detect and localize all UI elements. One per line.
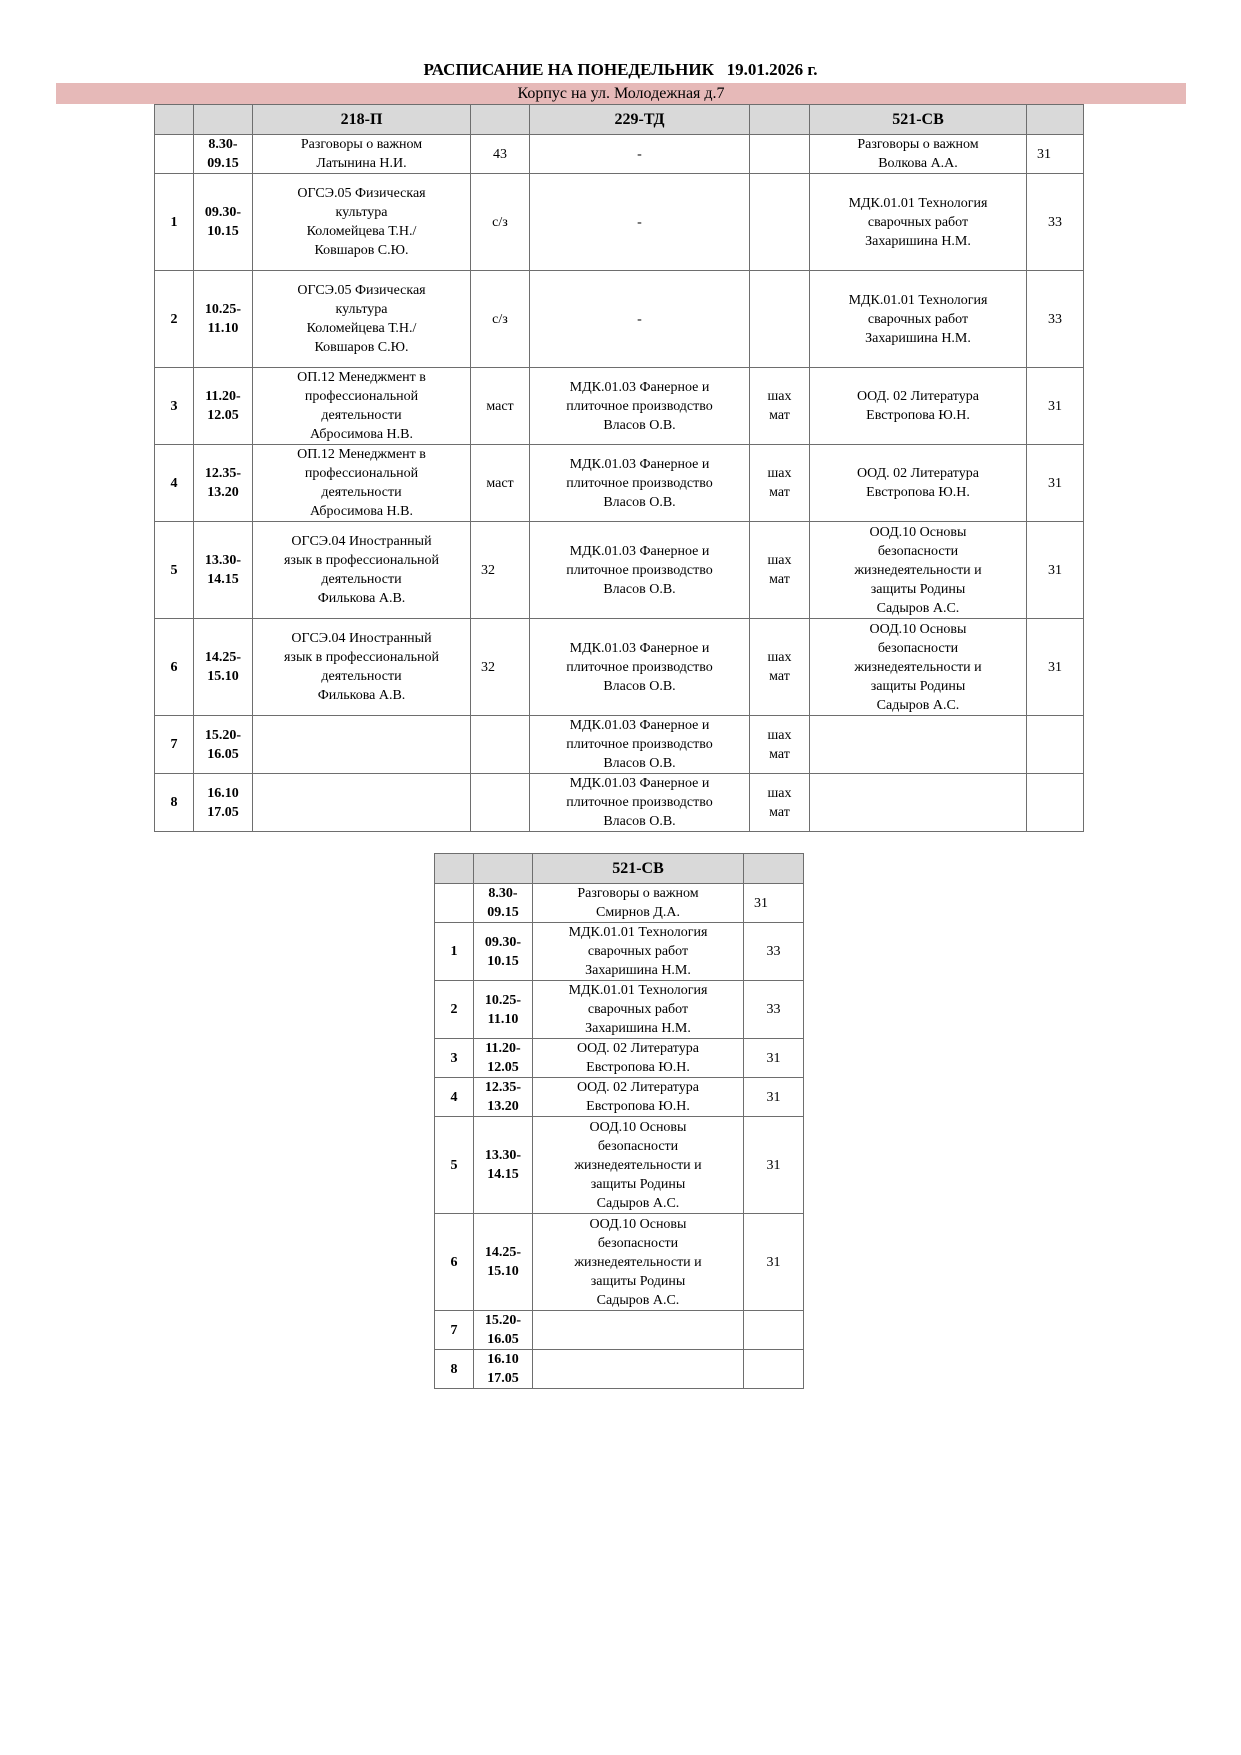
room-cell [471, 774, 530, 832]
lesson-number: 4 [155, 445, 194, 522]
subject-cell: - [530, 135, 750, 174]
table-header-row [155, 105, 1084, 135]
lesson-number: 3 [435, 1039, 474, 1078]
subject-cell [533, 1311, 744, 1350]
room-cell: шах мат [750, 619, 810, 716]
lesson-number: 3 [155, 368, 194, 445]
lesson-time: 12.35- 13.20 [474, 1078, 533, 1117]
lesson-time: 11.20- 12.05 [194, 368, 253, 445]
room-cell: 43 [471, 135, 530, 174]
building-banner: Корпус на ул. Молодежная д.7 [56, 83, 1186, 104]
room-cell: 33 [1027, 271, 1084, 368]
lesson-number: 5 [435, 1117, 474, 1214]
lesson-number: 7 [155, 716, 194, 774]
table-row [435, 1350, 804, 1389]
subject-cell: ОП.12 Менеджмент в профессиональной деятельности Абросимова Н.В. [253, 368, 471, 445]
room-cell: 32 [471, 522, 530, 619]
subject-cell: ООД.10 Основы безопасности жизнедеятельности и защиты Родины Садыров А.С. [810, 522, 1027, 619]
table-row [155, 619, 1084, 716]
table-row [155, 445, 1084, 522]
group-header: 521-СВ [810, 105, 1027, 135]
subject-cell: - [530, 174, 750, 271]
subject-cell: ООД.10 Основы безопасности жизнедеятельности и защиты Родины Садыров А.С. [810, 619, 1027, 716]
subject-cell: МДК.01.01 Технология сварочных работ Захаришина Н.М. [810, 271, 1027, 368]
subject-cell: Разговоры о важном Латынина Н.И. [253, 135, 471, 174]
lesson-number: 6 [155, 619, 194, 716]
lesson-number: 1 [155, 174, 194, 271]
table-row [435, 1039, 804, 1078]
lesson-number: 8 [155, 774, 194, 832]
room-cell: 31 [744, 1214, 804, 1311]
lesson-time: 15.20- 16.05 [474, 1311, 533, 1350]
table-row [435, 884, 804, 923]
lesson-time: 13.30- 14.15 [194, 522, 253, 619]
lesson-number: 2 [155, 271, 194, 368]
subject-cell: МДК.01.03 Фанерное и плиточное производство Власов О.В. [530, 716, 750, 774]
table-row [155, 368, 1084, 445]
subject-cell: ООД. 02 Литература Евстропова Ю.Н. [533, 1039, 744, 1078]
lesson-number: 8 [435, 1350, 474, 1389]
room-cell: шах мат [750, 368, 810, 445]
lesson-time: 14.25- 15.10 [474, 1214, 533, 1311]
table-row [155, 135, 1084, 174]
table-row [435, 1311, 804, 1350]
lesson-time: 10.25- 11.10 [474, 981, 533, 1039]
room-cell: 31 [1027, 445, 1084, 522]
room-cell: 31 [1027, 522, 1084, 619]
subject-cell [810, 774, 1027, 832]
table-row [435, 1214, 804, 1311]
page-title: РАСПИСАНИЕ НА ПОНЕДЕЛЬНИК 19.01.2026 г. [423, 60, 818, 79]
subject-cell: Разговоры о важном Смирнов Д.А. [533, 884, 744, 923]
subject-cell: МДК.01.01 Технология сварочных работ Захаришина Н.М. [533, 981, 744, 1039]
table-row [155, 716, 1084, 774]
room-cell: 31 [744, 884, 804, 923]
room-cell: 33 [744, 923, 804, 981]
table-row [435, 1078, 804, 1117]
subject-cell: ООД.10 Основы безопасности жизнедеятельности и защиты Родины Садыров А.С. [533, 1117, 744, 1214]
lesson-number: 6 [435, 1214, 474, 1311]
table-row [435, 923, 804, 981]
room-cell: 33 [1027, 174, 1084, 271]
room-cell [471, 716, 530, 774]
subject-cell [533, 1350, 744, 1389]
table-row [435, 981, 804, 1039]
lesson-time: 12.35- 13.20 [194, 445, 253, 522]
lesson-number: 1 [435, 923, 474, 981]
lesson-number [155, 135, 194, 174]
lesson-time: 8.30- 09.15 [474, 884, 533, 923]
lesson-number: 4 [435, 1078, 474, 1117]
subject-cell: МДК.01.01 Технология сварочных работ Захаришина Н.М. [810, 174, 1027, 271]
lesson-time: 10.25- 11.10 [194, 271, 253, 368]
table-row [155, 271, 1084, 368]
lesson-time: 16.10 17.05 [194, 774, 253, 832]
room-cell [744, 1350, 804, 1389]
subject-cell: МДК.01.03 Фанерное и плиточное производство Власов О.В. [530, 619, 750, 716]
table-row [155, 522, 1084, 619]
room-cell: 31 [744, 1078, 804, 1117]
lesson-time: 14.25- 15.10 [194, 619, 253, 716]
subject-cell: МДК.01.01 Технология сварочных работ Захаришина Н.М. [533, 923, 744, 981]
room-cell: с/з [471, 271, 530, 368]
room-cell: шах мат [750, 774, 810, 832]
room-cell: шах мат [750, 716, 810, 774]
lesson-time: 15.20- 16.05 [194, 716, 253, 774]
room-cell [1027, 774, 1084, 832]
room-cell: 31 [1027, 135, 1084, 174]
subject-cell: МДК.01.03 Фанерное и плиточное производство Власов О.В. [530, 368, 750, 445]
lesson-number [435, 884, 474, 923]
subject-cell: ООД. 02 Литература Евстропова Ю.Н. [810, 368, 1027, 445]
subject-cell: Разговоры о важном Волкова А.А. [810, 135, 1027, 174]
room-cell [744, 1311, 804, 1350]
lesson-time: 8.30- 09.15 [194, 135, 253, 174]
room-cell: маст [471, 445, 530, 522]
room-cell [750, 271, 810, 368]
schedule-table-main [154, 104, 1084, 832]
lesson-time: 13.30- 14.15 [474, 1117, 533, 1214]
group-header: 521-СВ [533, 854, 744, 884]
room-cell: 33 [744, 981, 804, 1039]
subject-cell: ООД. 02 Литература Евстропова Ю.Н. [533, 1078, 744, 1117]
lesson-time: 16.10 17.05 [474, 1350, 533, 1389]
room-cell: 31 [1027, 368, 1084, 445]
room-cell: с/з [471, 174, 530, 271]
subject-cell: МДК.01.03 Фанерное и плиточное производство Власов О.В. [530, 774, 750, 832]
table-row [155, 774, 1084, 832]
table-header-row [435, 854, 804, 884]
lesson-time: 09.30- 10.15 [474, 923, 533, 981]
lesson-time: 11.20- 12.05 [474, 1039, 533, 1078]
room-cell [1027, 716, 1084, 774]
subject-cell [810, 716, 1027, 774]
subject-cell: ОП.12 Менеджмент в профессиональной деятельности Абросимова Н.В. [253, 445, 471, 522]
room-cell: шах мат [750, 522, 810, 619]
room-cell: 32 [471, 619, 530, 716]
table-row [155, 174, 1084, 271]
subject-cell: ОГСЭ.05 Физическая культура Коломейцева Т.Н./ Ковшаров С.Ю. [253, 271, 471, 368]
subject-cell: - [530, 271, 750, 368]
subject-cell: ООД.10 Основы безопасности жизнедеятельности и защиты Родины Садыров А.С. [533, 1214, 744, 1311]
room-cell [750, 135, 810, 174]
subject-cell: ООД. 02 Литература Евстропова Ю.Н. [810, 445, 1027, 522]
subject-cell: МДК.01.03 Фанерное и плиточное производство Власов О.В. [530, 522, 750, 619]
room-cell: шах мат [750, 445, 810, 522]
subject-cell: ОГСЭ.04 Иностранный язык в профессиональной деятельности Филькова А.В. [253, 522, 471, 619]
schedule-table-secondary [434, 853, 804, 1389]
group-header: 218-П [253, 105, 471, 135]
subject-cell [253, 716, 471, 774]
subject-cell: ОГСЭ.04 Иностранный язык в профессиональной деятельности Филькова А.В. [253, 619, 471, 716]
table-row [435, 1117, 804, 1214]
group-header: 229-ТД [530, 105, 750, 135]
lesson-time: 09.30- 10.15 [194, 174, 253, 271]
subject-cell: МДК.01.03 Фанерное и плиточное производство Власов О.В. [530, 445, 750, 522]
subject-cell: ОГСЭ.05 Физическая культура Коломейцева Т.Н./ Ковшаров С.Ю. [253, 174, 471, 271]
lesson-number: 7 [435, 1311, 474, 1350]
room-cell: 31 [1027, 619, 1084, 716]
room-cell: 31 [744, 1117, 804, 1214]
subject-cell [253, 774, 471, 832]
room-cell [750, 174, 810, 271]
room-cell: маст [471, 368, 530, 445]
lesson-number: 2 [435, 981, 474, 1039]
room-cell: 31 [744, 1039, 804, 1078]
lesson-number: 5 [155, 522, 194, 619]
